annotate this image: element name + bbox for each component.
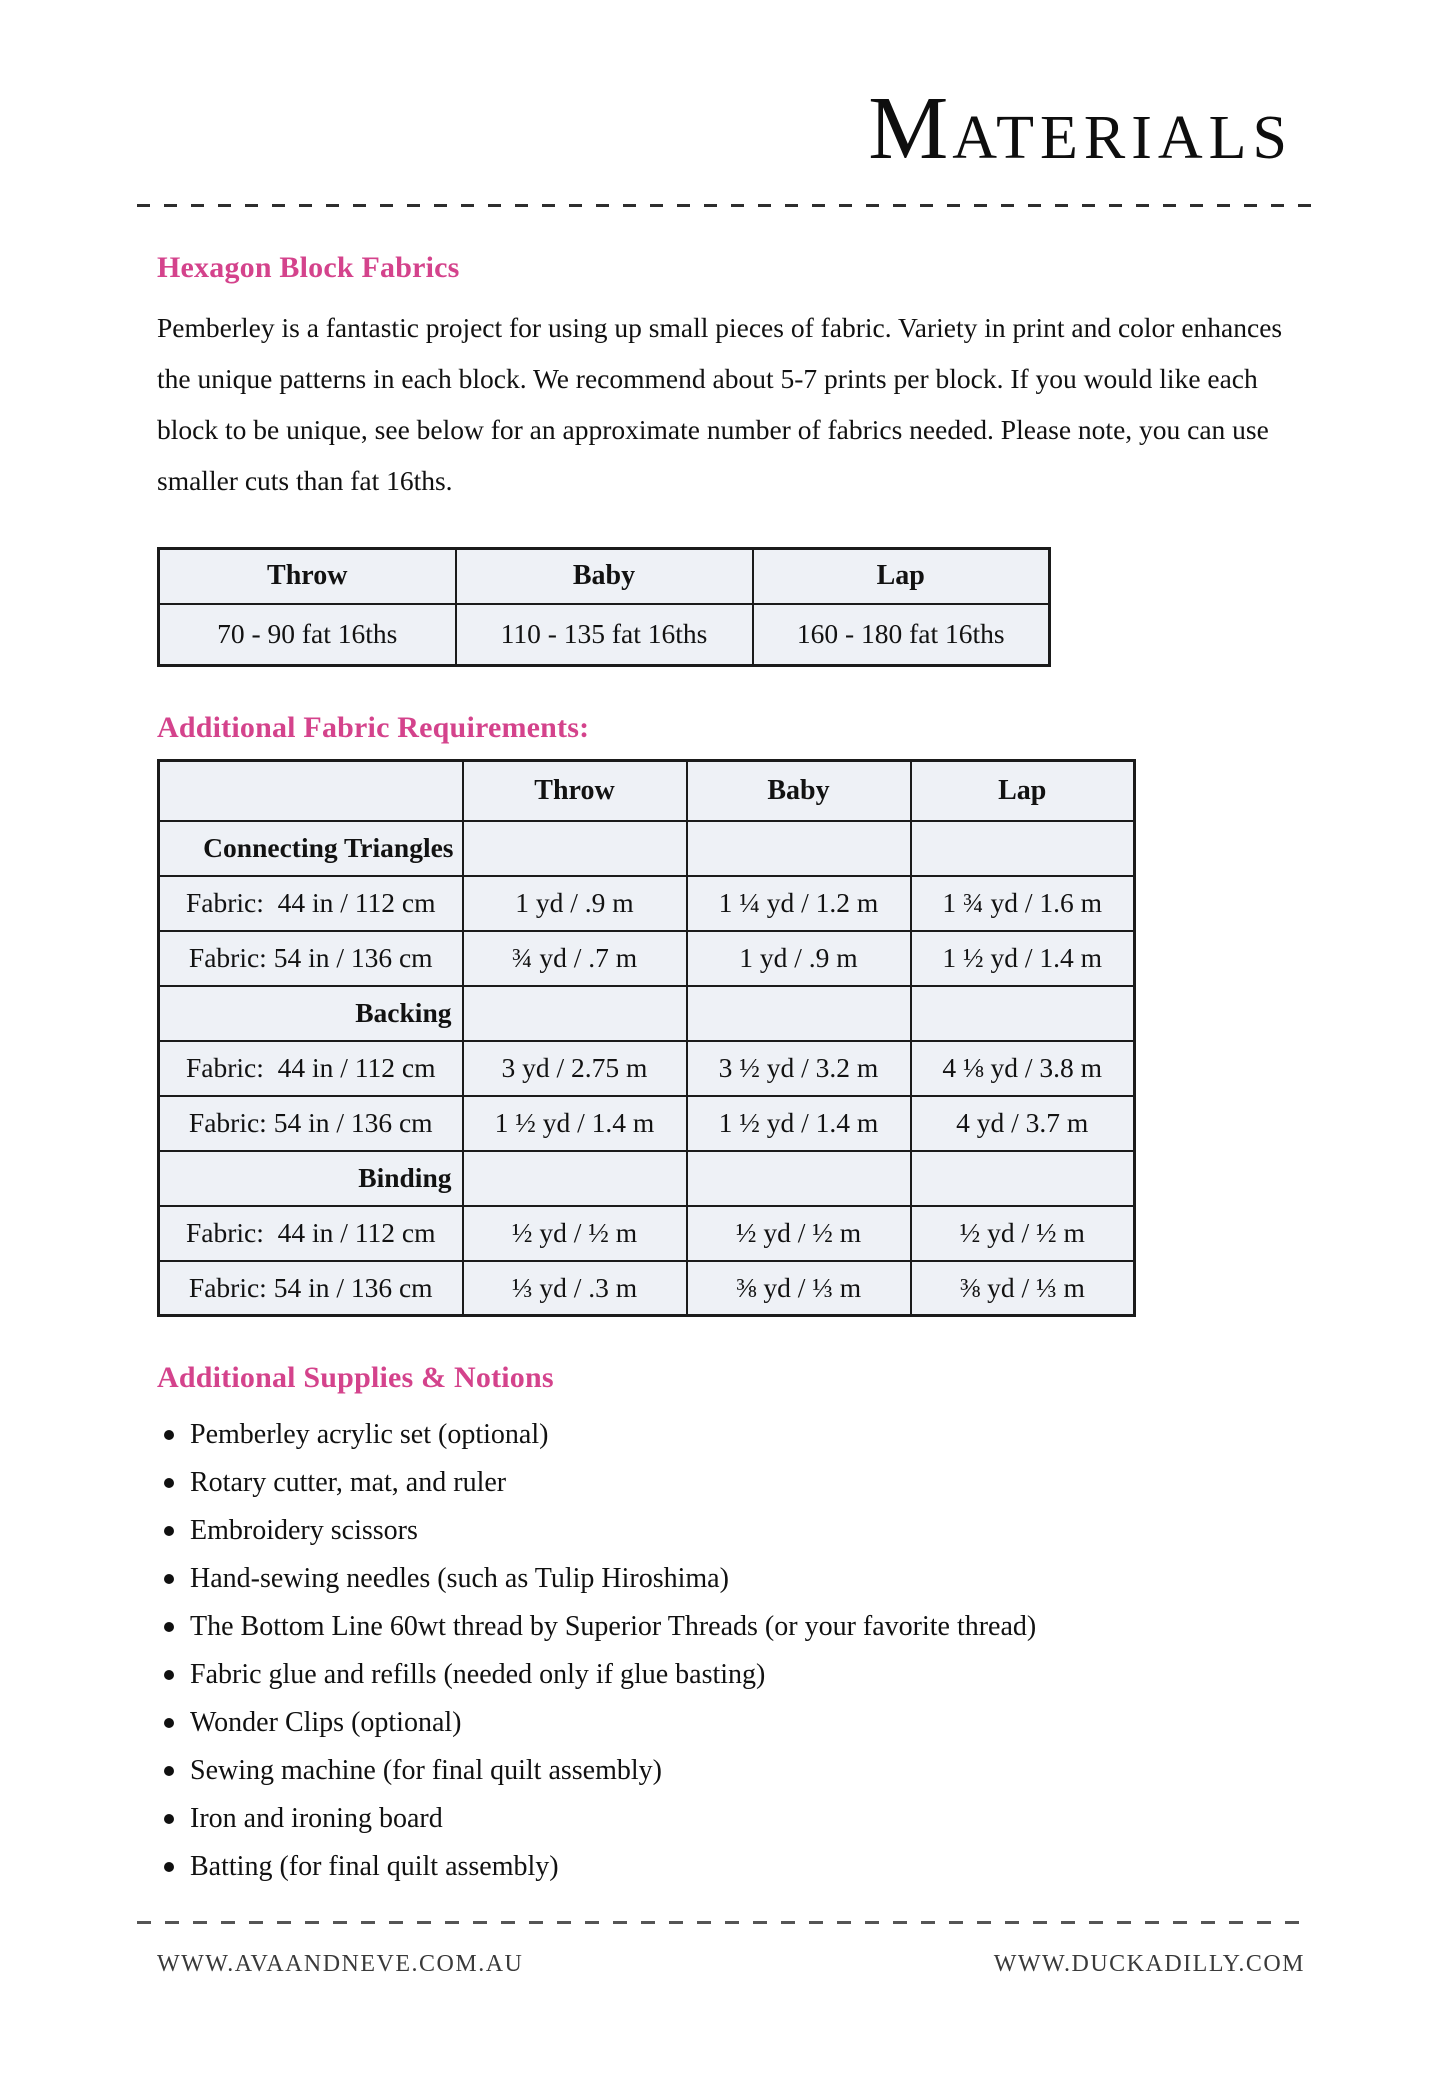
row-label: Fabric: 44 in / 112 cm	[159, 1206, 463, 1261]
column-header-lap: Lap	[911, 761, 1135, 821]
cell-value: 1 yd / .9 m	[463, 876, 687, 931]
empty-cell	[911, 986, 1135, 1041]
block-count-header-row	[159, 549, 1050, 604]
empty-cell	[687, 821, 911, 876]
empty-cell	[911, 1151, 1135, 1206]
bullet-icon	[164, 1718, 174, 1728]
bullet-icon	[164, 1862, 174, 1872]
empty-cell	[911, 821, 1135, 876]
bullet-icon	[164, 1670, 174, 1680]
cell-value: 3 ½ yd / 3.2 m	[687, 1041, 911, 1096]
table-row	[159, 1041, 1135, 1096]
cell-value: 1 yd / .9 m	[687, 931, 911, 986]
empty-cell	[463, 986, 687, 1041]
empty-cell	[687, 1151, 911, 1206]
list-item	[157, 1843, 1335, 1891]
list-item	[157, 1795, 1335, 1843]
empty-cell	[463, 821, 687, 876]
column-header-lap: Lap	[753, 549, 1050, 604]
table-row	[159, 1261, 1135, 1316]
table-row	[159, 1206, 1135, 1261]
table-row	[159, 1096, 1135, 1151]
lap-fat16ths-value: 160 - 180 fat 16ths	[753, 604, 1050, 666]
supplies-heading: Additional Supplies & Notions	[157, 1361, 554, 1394]
list-item	[157, 1699, 1335, 1747]
list-item	[157, 1411, 1335, 1459]
cell-value: 1 ¾ yd / 1.6 m	[911, 876, 1135, 931]
list-item-text: Hand-sewing needles (such as Tulip Hiroshima)	[190, 1563, 729, 1594]
cell-value: 1 ½ yd / 1.4 m	[463, 1096, 687, 1151]
footer-right-url: WWW.DUCKADILLY.COM	[993, 1951, 1305, 1977]
hexagon-paragraph	[157, 302, 1335, 506]
cell-value: ¾ yd / .7 m	[463, 931, 687, 986]
cell-value: 1 ¼ yd / 1.2 m	[687, 876, 911, 931]
list-item	[157, 1747, 1335, 1795]
empty-cell	[687, 986, 911, 1041]
list-item-text: Wonder Clips (optional)	[190, 1707, 462, 1738]
bullet-icon	[164, 1478, 174, 1488]
table-row	[159, 876, 1135, 931]
list-item	[157, 1651, 1335, 1699]
row-label: Fabric: 44 in / 112 cm	[159, 1041, 463, 1096]
empty-cell	[463, 1151, 687, 1206]
bottom-divider	[137, 1921, 1312, 1924]
baby-fat16ths-value: 110 - 135 fat 16ths	[456, 604, 753, 666]
throw-fat16ths-value: 70 - 90 fat 16ths	[159, 604, 456, 666]
row-label: Fabric: 54 in / 136 cm	[159, 1096, 463, 1151]
cell-value: ⅓ yd / .3 m	[463, 1261, 687, 1316]
table-row-section	[159, 1151, 1135, 1206]
paragraph-line: the unique patterns in each block. We recommend about 5-7 prints per block. If you would like each	[157, 363, 1258, 394]
list-item-text: Fabric glue and refills (needed only if glue basting)	[190, 1659, 766, 1690]
bullet-icon	[164, 1766, 174, 1776]
cell-value: 1 ½ yd / 1.4 m	[911, 931, 1135, 986]
section-label-connecting-triangles: Connecting Triangles	[159, 821, 463, 876]
table-row-section	[159, 986, 1135, 1041]
paragraph-line: block to be unique, see below for an approximate number of fabrics needed. Please note, you can use	[157, 414, 1269, 445]
table-row	[159, 931, 1135, 986]
cell-value: 3 yd / 2.75 m	[463, 1041, 687, 1096]
bullet-icon	[164, 1814, 174, 1824]
paragraph-line: Pemberley is a fantastic project for using up small pieces of fabric. Variety in print and color enhances	[157, 312, 1283, 343]
list-item-text: Batting (for final quilt assembly)	[190, 1851, 559, 1882]
table-row-section	[159, 821, 1135, 876]
list-item	[157, 1555, 1335, 1603]
cell-value: 4 yd / 3.7 m	[911, 1096, 1135, 1151]
cell-value: ½ yd / ½ m	[463, 1206, 687, 1261]
bullet-icon	[164, 1622, 174, 1632]
list-item	[157, 1603, 1335, 1651]
cell-value: 4 ⅛ yd / 3.8 m	[911, 1041, 1135, 1096]
fabric-requirements-table	[157, 759, 1136, 1317]
cell-value: ½ yd / ½ m	[687, 1206, 911, 1261]
list-item-text: Embroidery scissors	[190, 1515, 418, 1546]
column-header-baby: Baby	[687, 761, 911, 821]
bullet-icon	[164, 1574, 174, 1584]
paragraph-line: smaller cuts than fat 16ths.	[157, 465, 453, 496]
row-label: Fabric: 44 in / 112 cm	[159, 876, 463, 931]
top-divider	[137, 204, 1312, 207]
section-label-backing: Backing	[159, 986, 463, 1041]
list-item-text: Rotary cutter, mat, and ruler	[190, 1467, 507, 1498]
footer-left-url: WWW.AVAANDNEVE.COM.AU	[157, 1951, 524, 1977]
list-item	[157, 1459, 1335, 1507]
cell-value: ½ yd / ½ m	[911, 1206, 1135, 1261]
list-item-text: Pemberley acrylic set (optional)	[190, 1419, 549, 1450]
bullet-icon	[164, 1526, 174, 1536]
bullet-icon	[164, 1430, 174, 1440]
requirements-heading: Additional Fabric Requirements:	[157, 711, 590, 744]
column-header-throw: Throw	[463, 761, 687, 821]
list-item-text: Sewing machine (for final quilt assembly)	[190, 1755, 662, 1786]
column-header-throw: Throw	[159, 549, 456, 604]
list-item-text: The Bottom Line 60wt thread by Superior Threads (or your favorite thread)	[190, 1611, 1037, 1642]
hexagon-heading: Hexagon Block Fabrics	[157, 251, 460, 284]
block-count-value-row	[159, 604, 1050, 666]
page-footer	[157, 1951, 1305, 1978]
column-header-baby: Baby	[456, 549, 753, 604]
cell-value: ⅜ yd / ⅓ m	[687, 1261, 911, 1316]
row-label: Fabric: 54 in / 136 cm	[159, 931, 463, 986]
list-item-text: Iron and ironing board	[190, 1803, 443, 1834]
requirements-header-row	[159, 761, 1135, 821]
page-title: MATERIALS	[868, 79, 1293, 178]
cell-value: ⅜ yd / ⅓ m	[911, 1261, 1135, 1316]
block-count-table	[157, 547, 1051, 667]
list-item	[157, 1507, 1335, 1555]
cell-value: 1 ½ yd / 1.4 m	[687, 1096, 911, 1151]
supplies-list	[157, 1411, 1335, 1891]
empty-corner-cell	[159, 761, 463, 821]
row-label: Fabric: 54 in / 136 cm	[159, 1261, 463, 1316]
section-label-binding: Binding	[159, 1151, 463, 1206]
